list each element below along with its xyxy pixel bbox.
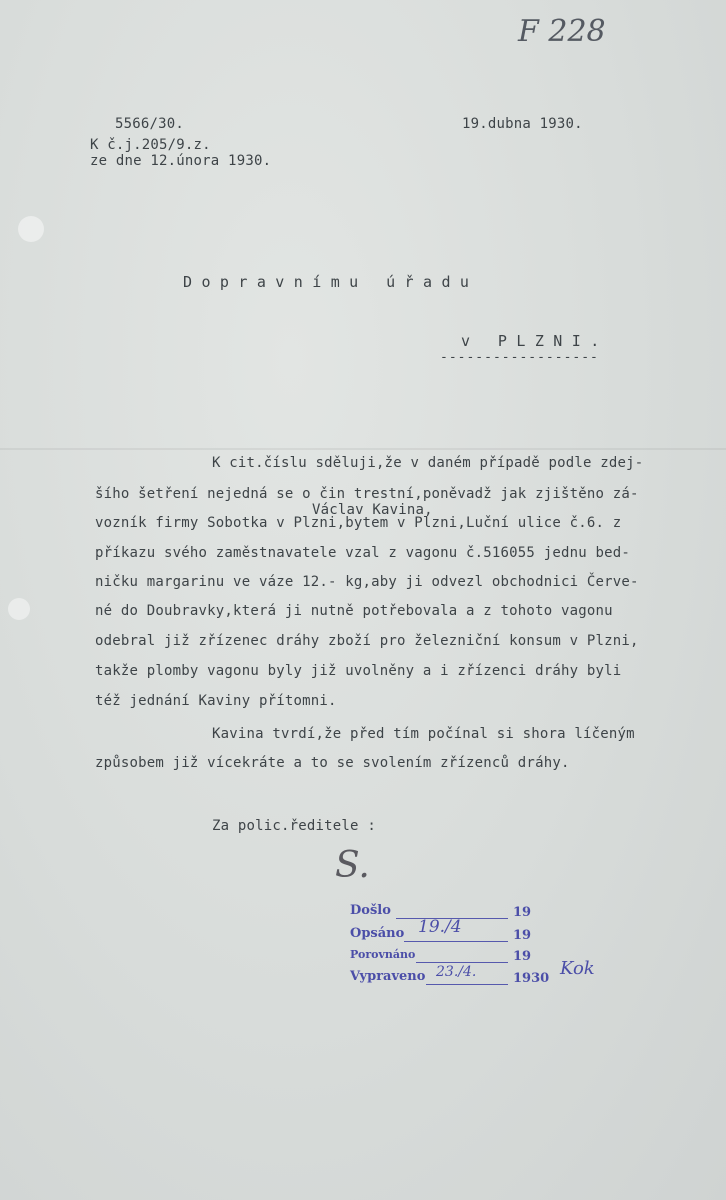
punch-hole-top xyxy=(18,216,44,242)
body-line-4: příkazu svého zaměstnavatele vzal z vagonu č.516055 jednu bed- xyxy=(95,545,630,561)
paper-fold xyxy=(0,448,726,450)
stamp-year-doslo: 19 xyxy=(513,905,532,920)
paragraph2-line-1: Kavina tvrdí,že před tím počínal si shora líčeným xyxy=(212,726,635,742)
addressee-office: D o p r a v n í m u ú ř a d u xyxy=(183,273,470,291)
body-line-1: K cit.číslu sděluji,že v daném případě podle zdej- xyxy=(212,455,644,471)
paragraph2-line-2: způsobem již vícekráte a to se svolením zřízenců dráhy. xyxy=(95,755,570,771)
body-line-3: vozník firmy Sobotka v Plzni,bytem v Plzni,Luční ulice č.6. z xyxy=(95,515,622,531)
body-line-5: ničku margarinu ve váze 12.- kg,aby ji odvezl obchodnici Červe- xyxy=(95,574,639,590)
stamp-initials: Kok xyxy=(560,958,595,979)
signature-label: Za polic.ředitele : xyxy=(212,818,376,834)
document-date: 19.dubna 1930. xyxy=(462,116,583,132)
archive-mark: F 228 xyxy=(518,14,606,49)
stamp-value-vypraveno: 23./4. xyxy=(436,964,477,980)
punch-hole-bottom xyxy=(8,598,30,620)
body-line-2: šího šetření nejedná se o čin trestní,poněvadž jak zjištěno zá- xyxy=(95,486,639,502)
body-line-7: odebral již zřízenec dráhy zboží pro železniční konsum v Plzni, xyxy=(95,633,639,649)
body-line-6: né do Doubravky,která ji nutně potřebovala a z tohoto vagonu xyxy=(95,603,613,619)
stamp-label-vypraveno: Vypraveno xyxy=(350,969,426,984)
addressee-underline: ------------------ xyxy=(440,350,599,365)
signature-mark: S. xyxy=(335,845,370,886)
stamp-value-opsano: 19./4 xyxy=(418,917,462,937)
stamp-year-opsano: 19 xyxy=(513,928,532,943)
body-line-8: takže plomby vagonu byly již uvolněny a i zřízenci dráhy byli xyxy=(95,663,622,679)
reference-number: 5566/30. xyxy=(115,116,185,132)
stamp-line xyxy=(426,984,508,985)
reference-dated: ze dne 12.února 1930. xyxy=(90,153,272,169)
reference-kcj: K č.j.205/9.z. xyxy=(90,137,211,153)
addressee-city: v P L Z N I . xyxy=(461,332,600,350)
stamp-label-opsano: Opsáno xyxy=(350,926,405,941)
stamp-label-doslo: Došlo xyxy=(350,903,391,918)
stamp-label-porovnano: Porovnáno xyxy=(350,948,416,961)
stamp-year-vypraveno: 1930 xyxy=(513,971,550,986)
inserted-name: Václav Kavina, xyxy=(312,502,433,518)
stamp-year-porovnano: 19 xyxy=(513,949,532,964)
body-line-9: též jednání Kaviny přítomni. xyxy=(95,693,337,709)
stamp-line xyxy=(416,962,508,963)
stamp-line xyxy=(404,941,508,942)
